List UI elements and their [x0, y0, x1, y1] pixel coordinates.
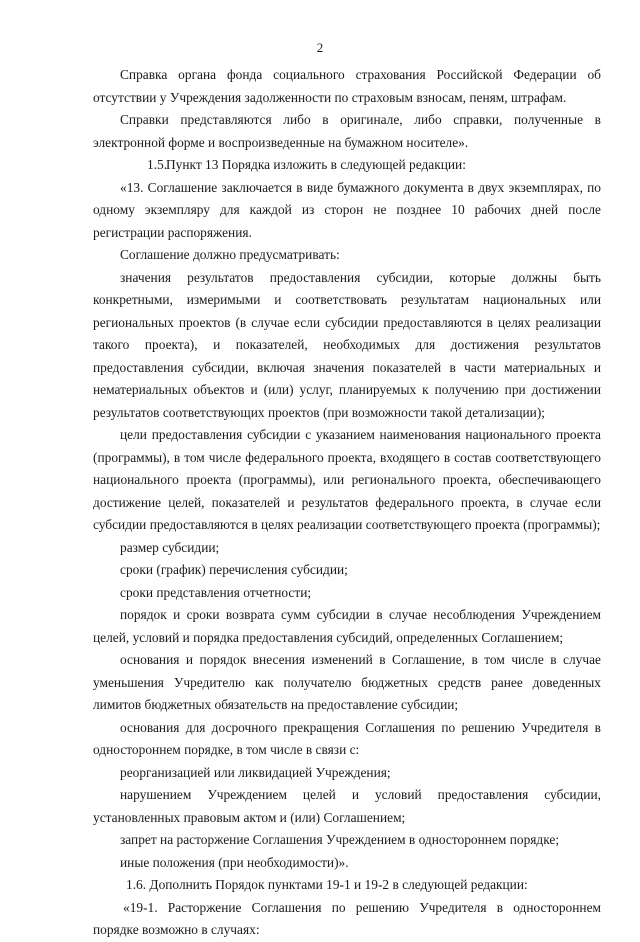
page-number: 2	[316, 40, 324, 55]
paragraph-result-values: значения результатов предоставления субсидии, которые должны быть конкретными, измеримыми и соответствовать результатам национальных или региональных проектов (в случае если субсидии предоставляются в целях реализации такого проекта), и показателей, необходимых для достижения результатов предоставления субсидии, включая значения показателей в части материальных и нематериальных объектов и (или) услуг, планируемых к получению при достижении результатов соответствующих проектов (при возможности такой детализации);	[93, 269, 601, 420]
paragraph-subsidy-amount: размер субсидии;	[120, 539, 220, 555]
paragraph-transfer-schedule: сроки (график) перечисления субсидии;	[120, 562, 348, 577]
paragraph-point-19-1: «19-1. Расторжение Соглашения по решению Учредителя в одностороннем порядке возможно в случаях:	[93, 899, 601, 937]
item-number: 1.5.	[147, 157, 168, 172]
paragraph-subsidy-goals: цели предоставления субсидии с указанием наименования национального проекта (программы), в том числе федерального проекта, входящего в состав соответствующего национального проекта (программы), или регионального проекта, обеспечивающего достижение целей, показателей и результатов федерального проекта, в случае если субсидии предоставляются в целях реализации соответствующего проекта (программы);	[93, 427, 601, 532]
document-body	[93, 64, 601, 942]
paragraph-termination-ban: запрет на расторжение Соглашения Учреждением в одностороннем порядке;	[120, 832, 560, 847]
paragraph-refund-procedure: порядок и сроки возврата сумм субсидии в случае несоблюдения Учреждением целей, условий и порядка предоставления субсидий, определенных Соглашением;	[93, 607, 601, 645]
paragraph-termination-grounds: основания для досрочного прекращения Соглашения по решению Учредителя в одностороннем порядке, в том числе в связи с:	[93, 719, 601, 757]
paragraph-certificates-format: Справки представляются либо в оригинале, либо справки, полученные в электронной форме и воспроизведенные на бумажном носителе».	[93, 112, 601, 150]
paragraph-amendment-grounds: основания и порядок внесения изменений в Соглашение, в том числе в случае уменьшения Учредителю как получателю бюджетных средств ранее доведенных лимитов бюджетных обязательств на предоставление субсидии;	[93, 652, 601, 712]
paragraph-reorganization: реорганизацией или ликвидацией Учреждения;	[120, 764, 391, 780]
paragraph-item-1-6: 1.6. Дополнить Порядок пунктами 19-1 и 19-2 в следующей редакции:	[126, 877, 528, 892]
paragraph-reporting-terms: сроки представления отчетности;	[120, 584, 312, 600]
paragraph-point-13: «13. Соглашение заключается в виде бумажного документа в двух экземплярах, по одному экземпляру для каждой из сторон не позднее 10 рабочих дней после регистрации распоряжения.	[93, 179, 601, 240]
paragraph-fss-certificate: Справка органа фонда социального страхования Российской Федерации об отсутствии у Учреждения задолженности по страховым взносам, пеням, штрафам.	[93, 67, 601, 105]
item-text: Пункт 13 Порядка изложить в следующей редакции:	[166, 157, 466, 172]
paragraph-item-1-5	[93, 154, 601, 177]
paragraph-agreement-provides: Соглашение должно предусматривать:	[120, 247, 340, 262]
paragraph-violation: нарушением Учреждением целей и условий предоставления субсидии, установленных правовым актом и (или) Соглашением;	[93, 787, 601, 825]
paragraph-other-provisions: иные положения (при необходимости)».	[120, 854, 349, 870]
